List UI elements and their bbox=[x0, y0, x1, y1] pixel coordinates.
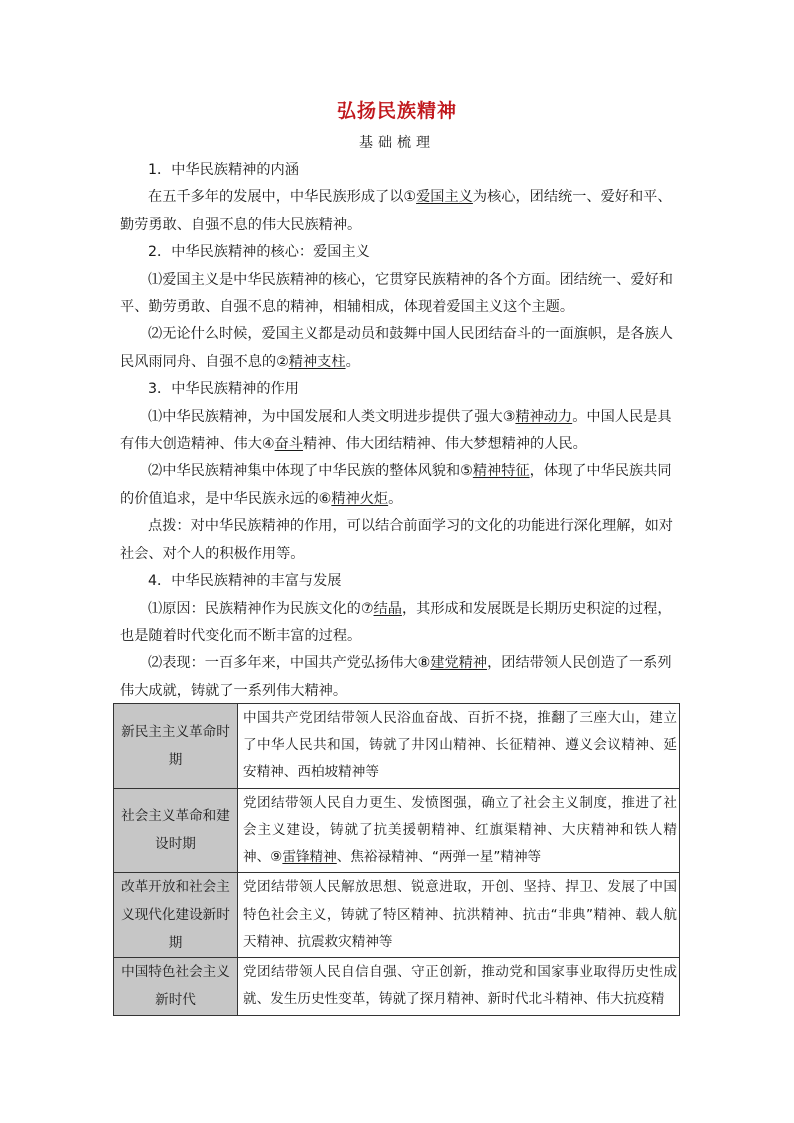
section-subtitle: 基础梳理 bbox=[359, 135, 435, 151]
tip-paragraph: 点拨：对中华民族精神的作用，可以结合前面学习的文化的功能进行深化理解，如对社会、对个人的积极作用等。 bbox=[120, 518, 673, 562]
period-cell: 新民主主义革命时期 bbox=[114, 704, 238, 789]
paragraph-4-1: ⑴原因：民族精神作为民族文化的⑦结晶，其形成和发展既是长期历史积淀的过程，也是随着时代变化而不断丰富的过程。 bbox=[120, 600, 672, 644]
period-cell: 社会主义革命和建设时期 bbox=[114, 788, 238, 873]
heading-1: 1．中华民族精神的内涵 bbox=[148, 162, 299, 178]
paragraph-3-2: ⑵中华民族精神集中体现了中华民族的整体风貌和⑤精神特征，体现了中华民族共同的价值追求，是中华民族永远的⑥精神火炬。 bbox=[120, 463, 672, 507]
periods-table bbox=[113, 703, 680, 1016]
paragraph-1-1: 在五千多年的发展中，中华民族形成了以①爱国主义为核心，团结统一、爱好和平、勤劳勇敢、自强不息的伟大民族精神。 bbox=[120, 189, 672, 233]
paragraph-2-1: ⑴爱国主义是中华民族精神的核心，它贯穿民族精神的各个方面。团结统一、爱好和平、勤劳勇敢、自强不息的精神，相辅相成，体现着爱国主义这个主题。 bbox=[120, 271, 673, 316]
answer-blank-1: 爱国主义 bbox=[416, 189, 473, 206]
table-row bbox=[114, 704, 680, 789]
document-body bbox=[120, 157, 685, 705]
heading-2: 2．中华民族精神的核心：爱国主义 bbox=[148, 244, 370, 261]
period-cell: 中国特色社会主义新时代 bbox=[114, 958, 238, 1015]
table-row bbox=[114, 873, 680, 958]
paragraph-3-1: ⑴中华民族精神，为中国发展和人类文明进步提供了强大③精神动力。中国人民是具有伟大创造精神、伟大④奋斗精神、伟大团结精神、伟大梦想精神的人民。 bbox=[120, 408, 672, 453]
description-cell: 党团结带领人民自力更生、发愤图强，确立了社会主义制度，推进了社会主义建设，铸就了抗美援朝精神、红旗渠精神、大庆精神和铁人精神、⑨雷锋精神、焦裕禄精神、“两弹一星”精神等 bbox=[238, 788, 680, 873]
answer-blank-4: 奋斗 bbox=[274, 436, 303, 453]
description-cell: 党团结带领人民自信自强、守正创新，推动党和国家事业取得历史性成就、发生历史性变革，铸就了探月精神、新时代北斗精神、伟大抗疫精 bbox=[238, 958, 680, 1015]
description-cell: 中国共产党团结带领人民浴血奋战、百折不挠，推翻了三座大山，建立了中华人民共和国，铸就了井冈山精神、长征精神、遵义会议精神、延安精神、西柏坡精神等 bbox=[238, 704, 680, 789]
heading-4: 4．中华民族精神的丰富与发展 bbox=[148, 573, 342, 590]
answer-blank-7: 结晶 bbox=[373, 600, 402, 617]
table-row bbox=[114, 958, 680, 1015]
answer-blank-9: 雷锋精神 bbox=[282, 849, 337, 866]
answer-blank-8: 建党精神 bbox=[430, 655, 488, 672]
paragraph-4-2: ⑵表现：一百多年来，中国共产党弘扬伟大⑧建党精神，团结带领人民创造了一系列伟大成就，铸就了一系列伟大精神。 bbox=[120, 655, 672, 699]
page-title: 弘扬民族精神 bbox=[336, 100, 457, 122]
period-cell: 改革开放和社会主义现代化建设新时期 bbox=[114, 873, 238, 958]
answer-blank-3: 精神动力 bbox=[515, 408, 573, 425]
description-cell: 党团结带领人民解放思想、锐意进取，开创、坚持、捍卫、发展了中国特色社会主义，铸就了特区精神、抗洪精神、抗击“非典”精神、载人航天精神、抗震救灾精神等 bbox=[238, 873, 680, 958]
paragraph-2-2: ⑵无论什么时候，爱国主义都是动员和鼓舞中国人民团结奋斗的一面旗帜，是各族人民风雨同舟、自强不息的②精神支柱。 bbox=[120, 326, 673, 370]
table-row bbox=[114, 788, 680, 873]
answer-blank-5: 精神特征 bbox=[472, 463, 530, 480]
heading-3: 3．中华民族精神的作用 bbox=[148, 381, 299, 398]
answer-blank-6: 精神火炬 bbox=[331, 490, 389, 507]
answer-blank-2: 精神支柱 bbox=[288, 353, 346, 370]
